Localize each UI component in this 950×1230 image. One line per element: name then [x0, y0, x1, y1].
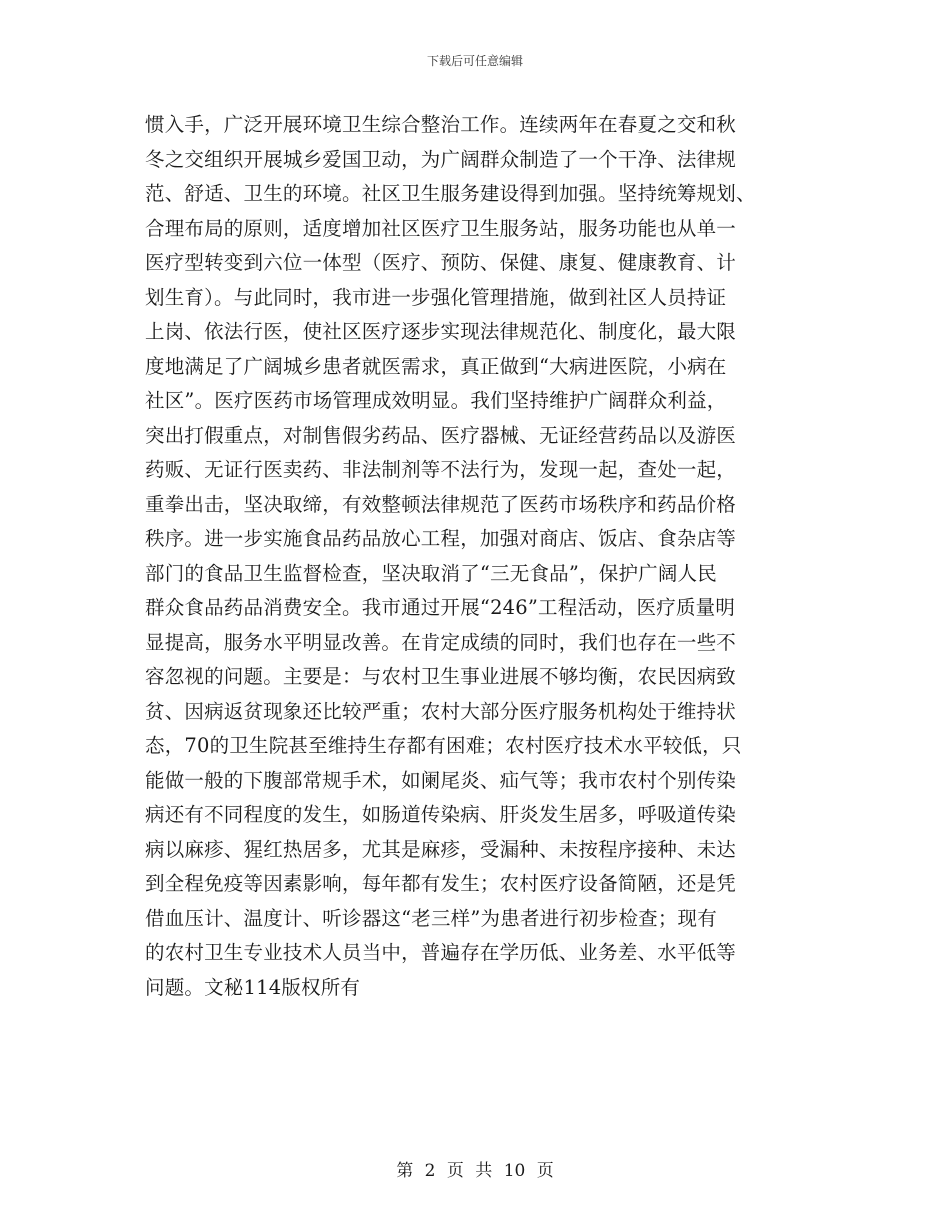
body-line: 显提高，服务水平明显改善。在肯定成绩的同时，我们也存在一些不 [145, 630, 737, 654]
body-line: 合理布局的原则，适度增加社区医疗卫生服务站，服务功能也从单一 [145, 216, 737, 240]
body-line: 社区”。医疗医药市场管理成效明显。我们坚持维护广阔群众利益， [145, 389, 727, 412]
body-line: 容忽视的问题。主要是：与农村卫生事业进展不够均衡，农民因病致 [145, 665, 737, 688]
body-line: 部门的食品卫生监督检查，坚决取消了“三无食品”，保护广阔人民 [145, 561, 717, 585]
body-line: 度地满足了广阔城乡患者就医需求，真正做到“大病进医院，小病在 [145, 354, 727, 378]
body-line: 药贩、无证行医卖药、非法制剂等不法行为，发现一起，查处一起， [145, 458, 737, 481]
body-line: 冬之交组织开展城乡爱国卫动，为广阔群众制造了一个干净、法律规 [145, 147, 737, 171]
body-line: 重拳出击，坚决取缔，有效整顿法律规范了医药市场秩序和药品价格 [145, 492, 737, 516]
body-line: 态，70的卫生院甚至维持生存都有困难；农村医疗技术水平较低，只 [145, 734, 742, 757]
document-body [145, 108, 810, 1005]
body-line: 贫、因病返贫现象还比较严重；农村大部分医疗服务机构处于维持状 [145, 699, 737, 723]
body-line: 病以麻疹、猩红热居多，尤其是麻疹，受漏种、未按程序接种、未达 [145, 837, 737, 861]
body-line: 群众食品药品消费安全。我市通过开展“246”工程活动，医疗质量明 [145, 596, 736, 619]
body-line: 能做一般的下腹部常规手术，如阑尾炎、疝气等；我市农村个别传染 [145, 768, 737, 792]
body-line: 问题。文秘114版权所有 [145, 975, 361, 999]
body-line: 惯入手，广泛开展环境卫生综合整治工作。连续两年在春夏之交和秋 [145, 113, 737, 136]
body-line: 秩序。进一步实施食品药品放心工程，加强对商店、饭店、食杂店等 [145, 527, 737, 550]
page-header-note: 下载后可任意编辑 [426, 54, 523, 68]
body-line: 借血压计、温度计、听诊器这“老三样”为患者进行初步检查；现有 [145, 906, 717, 930]
body-line: 突出打假重点，对制售假劣药品、医疗器械、无证经营药品以及游医 [145, 423, 737, 447]
body-line: 范、舒适、卫生的环境。社区卫生服务建设得到加强。坚持统筹规划、 [145, 182, 756, 205]
body-line: 病还有不同程度的发生，如肠道传染病、肝炎发生居多，呼吸道传染 [145, 803, 737, 826]
body-line: 划生育）。与此同时，我市进一步强化管理措施，做到社区人员持证 [145, 285, 727, 309]
page-number-footer: 第 2 页 共 10 页 [396, 1161, 554, 1181]
body-line: 上岗、依法行医，使社区医疗逐步实现法律规范化、制度化，最大限 [145, 320, 737, 343]
body-line: 医疗型转变到六位一体型（医疗、预防、保健、康复、健康教育、计 [145, 251, 737, 274]
body-line: 到全程免疫等因素影响，每年都有发生；农村医疗设备简陋，还是凭 [145, 872, 737, 895]
body-line: 的农村卫生专业技术人员当中，普遍存在学历低、业务差、水平低等 [145, 941, 737, 964]
